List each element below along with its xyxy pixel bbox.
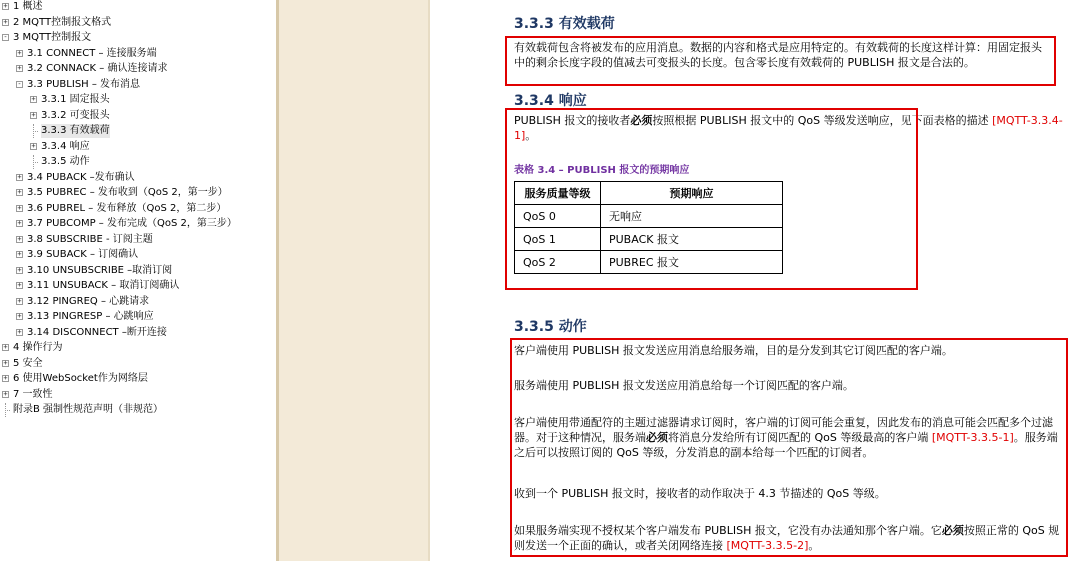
expand-icon[interactable]: + (17, 281, 22, 289)
outline-item-label: 3.3.5 动作 (41, 156, 90, 167)
outline-item[interactable] (0, 388, 270, 402)
action-p5-text-2: 按照正常的 QoS 规则发送一个正面的确认，或者关闭网络连接 (514, 524, 1060, 552)
expand-icon[interactable]: + (31, 95, 36, 103)
outline-item-label: 3 MQTT控制报文 (13, 32, 92, 43)
outline-item[interactable] (0, 31, 270, 45)
table-cell: QoS 1 (515, 228, 601, 251)
outline-item[interactable] (0, 372, 270, 386)
payload-paragraph: 有效载荷包含将被发布的应用消息。数据的内容和格式是应用特定的。有效载荷的长度这样计算：用固定报头中的剩余长度字段的值减去可变报头的长度。包含零长度有效载荷的 PUBLISH 报文是合法的。 (514, 41, 1042, 69)
outline-item-label: 3.3.2 可变报头 (41, 109, 110, 121)
outline-item-label: 3.9 SUBACK – 订阅确认 (27, 249, 139, 260)
outline-item[interactable] (0, 403, 270, 417)
action-p5-text-3: 。 (808, 539, 820, 552)
document-page (430, 0, 1080, 561)
table-row (515, 205, 783, 228)
outline-item[interactable] (0, 124, 270, 138)
response-text-3: 。 (525, 129, 537, 142)
outline-item-label: 3.3.4 响应 (41, 140, 90, 152)
ref-mqtt-3-3-4-1: [MQTT-3.3.4-1] (514, 114, 1063, 142)
expand-icon[interactable]: + (17, 312, 22, 320)
outline-item[interactable] (0, 93, 270, 107)
outline-item-label: 3.7 PUBCOMP – 发布完成（QoS 2，第三步） (27, 218, 237, 229)
outline-item-label: 3.2 CONNACK – 确认连接请求 (27, 63, 168, 74)
response-table (514, 181, 783, 274)
action-paragraph-2: 服务端使用 PUBLISH 报文发送应用消息给每一个订阅匹配的客户端。 (514, 379, 854, 392)
table-caption: 表格 3.4 – PUBLISH 报文的预期响应 (514, 165, 690, 176)
outline-item-label: 3.12 PINGREQ – 心跳请求 (27, 295, 150, 307)
expand-icon[interactable]: + (17, 265, 22, 274)
expand-icon[interactable]: + (3, 17, 8, 26)
outline-item-label: 3.11 UNSUBACK – 取消订阅确认 (27, 280, 180, 291)
expand-icon[interactable]: + (17, 48, 22, 57)
response-text-1: PUBLISH 报文的接收者 (514, 114, 631, 127)
outline-item-label: 3.3.3 有效载荷 (41, 125, 110, 136)
expand-icon[interactable]: + (3, 374, 8, 382)
action-paragraph-5 (514, 523, 1062, 553)
outline-item[interactable] (0, 233, 270, 247)
expand-icon[interactable]: + (17, 219, 22, 227)
tree-branch-icon (5, 410, 10, 411)
table-header-row (515, 182, 783, 205)
outline-item[interactable] (0, 109, 270, 123)
outline-item-label: 1 概述 (13, 1, 43, 12)
expand-icon[interactable]: + (17, 327, 22, 336)
action-p5-text-1: 如果服务端实现不授权某个客户端发布 PUBLISH 报文，它没有办法通知那个客户端。它 (514, 524, 942, 537)
table-cell: PUBREC 报文 (601, 251, 783, 274)
outline-tree (0, 0, 276, 561)
action-p5-must: 必须 (941, 524, 964, 537)
outline-item-label: 6 使用WebSocket作为网络层 (13, 373, 148, 384)
expand-icon[interactable]: + (17, 64, 22, 72)
outline-item[interactable] (0, 78, 270, 92)
expand-icon[interactable]: + (17, 250, 22, 258)
action-p3-text-3: 。服务端之后可以按照订阅的 QoS 等级，分发消息的副本给每一个匹配的订阅者。 (514, 431, 1058, 459)
table-header-response: 预期响应 (601, 182, 783, 205)
action-paragraph-4: 收到一个 PUBLISH 报文时，接收者的动作取决于 4.3 节描述的 QoS 等级。 (514, 487, 886, 500)
expand-icon[interactable]: + (31, 141, 36, 150)
outline-item-label: 3.13 PINGRESP – 心跳响应 (27, 311, 154, 322)
action-p3-text-1: 客户端使用带通配符的主题过滤器请求订阅时，客户端的订阅可能会重复，因此发布的消息可能会匹配多个过滤器。对于这种情况，服务端 (514, 416, 1053, 444)
heading-3-3-5: 3.3.5 动作 (514, 319, 587, 335)
action-paragraph-1: 客户端使用 PUBLISH 报文发送应用消息给服务端，目的是分发到其它订阅匹配的客户端。 (514, 344, 953, 357)
table-cell: QoS 2 (515, 251, 601, 274)
table-row (515, 251, 783, 274)
ref-mqtt-3-3-5-1: [MQTT-3.3.5-1] (931, 431, 1014, 444)
outline-item[interactable] (0, 217, 270, 231)
outline-item[interactable] (0, 310, 270, 324)
outline-item-label: 3.8 SUBSCRIBE - 订阅主题 (27, 233, 153, 245)
outline-item-label: 2 MQTT控制报文格式 (13, 16, 112, 28)
outline-item-label: 3.4 PUBACK –发布确认 (27, 171, 135, 183)
outline-item-label: 3.3.1 固定报头 (41, 94, 110, 105)
action-p3-text-2: 将消息分发给所有订阅匹配的 QoS 等级最高的客户端 (668, 431, 932, 444)
outline-item[interactable] (0, 47, 270, 61)
expand-icon[interactable]: + (17, 296, 22, 305)
heading-3-3-3: 3.3.3 有效载荷 (514, 16, 615, 32)
collapse-icon[interactable]: - (3, 33, 8, 41)
outline-item[interactable] (0, 171, 270, 185)
table-cell: PUBACK 报文 (601, 228, 783, 251)
outline-item-label: 3.6 PUBREL – 发布释放（QoS 2，第二步） (27, 202, 227, 214)
expand-icon[interactable]: + (17, 234, 22, 243)
outline-item-label: 3.3 PUBLISH – 发布消息 (27, 78, 141, 90)
outline-item[interactable] (0, 357, 270, 371)
expand-icon[interactable]: + (17, 203, 22, 212)
expand-icon[interactable]: + (17, 172, 22, 181)
expand-icon[interactable]: + (3, 358, 8, 367)
outline-item[interactable] (0, 16, 270, 30)
table-cell: QoS 0 (515, 205, 601, 228)
outline-item[interactable] (0, 186, 270, 200)
outline-item-label: 附录B 强制性规范声明（非规范） (13, 404, 164, 415)
outline-item-label: 5 安全 (13, 357, 43, 369)
tree-branch-icon (33, 131, 38, 132)
action-p3-must: 必须 (646, 431, 668, 444)
outline-item[interactable] (0, 62, 270, 76)
outline-item-label: 3.14 DISCONNECT –断开连接 (27, 326, 167, 338)
outline-item-label: 3.5 PUBREC – 发布收到（QoS 2，第一步） (27, 187, 228, 198)
collapse-icon[interactable]: - (17, 79, 22, 88)
ref-mqtt-3-3-5-2: [MQTT-3.3.5-2] (726, 539, 809, 552)
table-cell: 无响应 (601, 205, 783, 228)
outline-item[interactable] (0, 140, 270, 154)
response-must: 必须 (630, 114, 653, 127)
expand-icon[interactable]: + (3, 2, 8, 10)
outline-item[interactable] (0, 155, 270, 169)
table-header-qos: 服务质量等级 (515, 182, 601, 205)
outline-item-label: 3.1 CONNECT – 连接服务端 (27, 47, 157, 59)
outline-item[interactable] (0, 202, 270, 216)
table-row (515, 228, 783, 251)
outline-item[interactable] (0, 341, 270, 355)
tree-branch-icon (33, 162, 38, 163)
outline-item-label: 7 一致性 (13, 388, 53, 400)
outline-item-label: 3.10 UNSUBSCRIBE –取消订阅 (27, 264, 173, 276)
action-paragraph-3 (514, 415, 1062, 460)
heading-3-3-4: 3.3.4 响应 (514, 93, 587, 109)
outline-item[interactable] (0, 264, 270, 278)
expand-icon[interactable]: + (31, 110, 36, 119)
outline-item[interactable] (0, 279, 270, 293)
outline-item[interactable] (0, 326, 270, 340)
expand-icon[interactable]: + (17, 188, 22, 196)
outline-item-label: 4 操作行为 (13, 342, 63, 353)
expand-icon[interactable]: + (3, 389, 8, 398)
expand-icon[interactable]: + (3, 343, 8, 351)
outline-item[interactable] (0, 248, 270, 262)
page-gutter (276, 0, 430, 561)
response-text-2: 按照根据 PUBLISH 报文中的 QoS 等级发送响应，见下面表格的描述 (652, 114, 993, 127)
outline-item[interactable] (0, 295, 270, 309)
gutter-left-edge (276, 0, 279, 561)
outline-item[interactable] (0, 0, 270, 14)
